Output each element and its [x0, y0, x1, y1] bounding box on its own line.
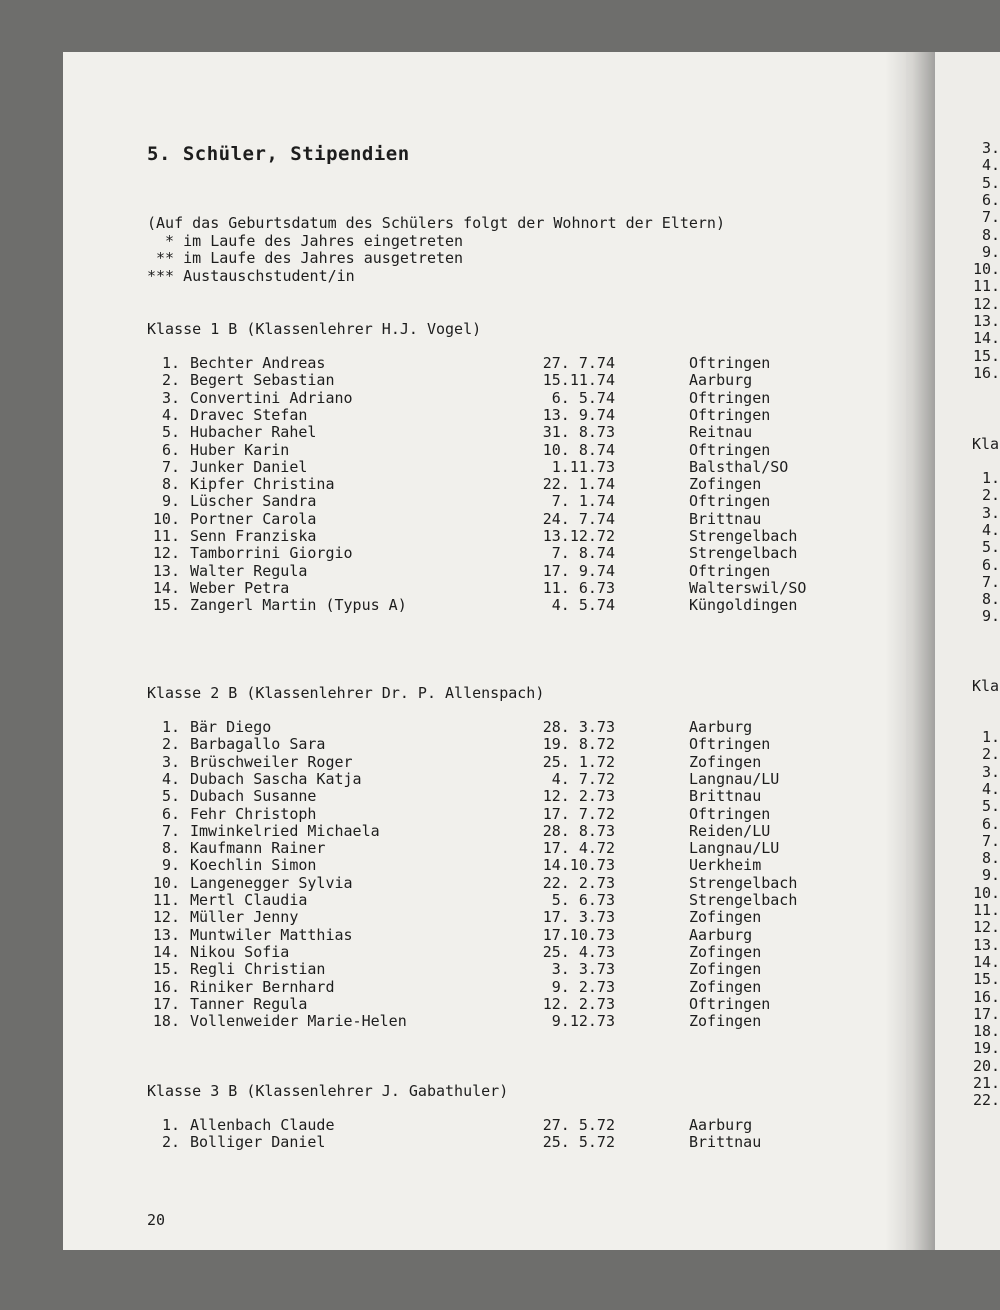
student-row — [0, 476, 906, 493]
right-page-heading: Kla — [972, 677, 1000, 695]
right-page-number: 10. — [973, 884, 1000, 902]
student-row — [0, 840, 906, 857]
birth-date: 17. 4.72 — [542, 839, 615, 857]
right-page-number: 18. — [973, 1022, 1000, 1040]
birth-date: 5. 6.73 — [551, 891, 615, 909]
student-number: 9. — [161, 492, 180, 510]
page-title: 5. Schüler, Stipendien — [147, 143, 410, 165]
student-number: 7. — [161, 458, 180, 476]
residence: Aarburg — [689, 926, 753, 944]
student-number: 10. — [152, 874, 180, 892]
student-name: Tanner Regula — [190, 995, 308, 1013]
birth-date: 11. 6.73 — [542, 579, 615, 597]
student-name: Bolliger Daniel — [190, 1133, 326, 1151]
birth-date: 22. 1.74 — [542, 475, 615, 493]
legend-note: (Auf das Geburtsdatum des Schülers folgt der Wohnort der Eltern) — [147, 214, 725, 232]
residence: Oftringen — [689, 492, 771, 510]
birth-date: 9. 2.73 — [551, 978, 615, 996]
student-row — [0, 1013, 906, 1030]
student-name: Nikou Sofia — [190, 943, 290, 961]
student-name: Tamborrini Giorgio — [190, 544, 353, 562]
birth-date: 12. 2.73 — [542, 995, 615, 1013]
residence: Reiden/LU — [689, 822, 771, 840]
residence: Walterswil/SO — [689, 579, 807, 597]
student-row — [0, 875, 906, 892]
student-number: 16. — [152, 978, 180, 996]
student-number: 11. — [152, 891, 180, 909]
class-heading: Klasse 3 B (Klassenlehrer J. Gabathuler) — [147, 1082, 509, 1100]
student-name: Imwinkelried Michaela — [190, 822, 380, 840]
residence: Oftringen — [689, 406, 771, 424]
student-name: Convertini Adriano — [190, 389, 353, 407]
birth-date: 25. 5.72 — [542, 1133, 615, 1151]
birth-date: 13. 9.74 — [542, 406, 615, 424]
right-page-number: 4. — [982, 156, 1000, 174]
residence: Uerkheim — [689, 856, 762, 874]
right-page-number: 9. — [982, 607, 1000, 625]
right-page-number: 10. — [973, 260, 1000, 278]
student-row — [0, 511, 906, 528]
student-row — [0, 390, 906, 407]
student-number: 9. — [161, 856, 180, 874]
student-name: Mertl Claudia — [190, 891, 308, 909]
residence: Balsthal/SO — [689, 458, 789, 476]
birth-date: 3. 3.73 — [551, 960, 615, 978]
right-page-number: 13. — [973, 936, 1000, 954]
birth-date: 13.12.72 — [542, 527, 615, 545]
student-name: Senn Franziska — [190, 527, 317, 545]
right-page-number: 15. — [973, 970, 1000, 988]
right-page-number: 14. — [973, 953, 1000, 971]
birth-date: 14.10.73 — [542, 856, 615, 874]
right-page-number: 14. — [973, 329, 1000, 347]
right-page-number: 9. — [982, 243, 1000, 261]
student-row — [0, 736, 906, 753]
student-number: 1. — [161, 718, 180, 736]
student-number: 12. — [152, 908, 180, 926]
birth-date: 27. 7.74 — [542, 354, 615, 372]
page-number: 20 — [147, 1211, 166, 1229]
student-name: Begert Sebastian — [190, 371, 335, 389]
student-name: Muntwiler Matthias — [190, 926, 353, 944]
student-number: 4. — [161, 770, 180, 788]
right-page-number: 16. — [973, 988, 1000, 1006]
student-name: Vollenweider Marie-Helen — [190, 1012, 407, 1030]
student-name: Bär Diego — [190, 718, 272, 736]
student-row — [0, 528, 906, 545]
residence: Brittnau — [689, 510, 762, 528]
birth-date: 28. 3.73 — [542, 718, 615, 736]
birth-date: 25. 1.72 — [542, 753, 615, 771]
student-name: Dubach Sascha Katja — [190, 770, 362, 788]
residence: Strengelbach — [689, 891, 798, 909]
student-row — [0, 996, 906, 1013]
student-name: Bechter Andreas — [190, 354, 326, 372]
student-number: 15. — [152, 596, 180, 614]
residence: Brittnau — [689, 1133, 762, 1151]
student-name: Barbagallo Sara — [190, 735, 326, 753]
residence: Zofingen — [689, 1012, 762, 1030]
birth-date: 15.11.74 — [542, 371, 615, 389]
right-page-number: 8. — [982, 226, 1000, 244]
birth-date: 27. 5.72 — [542, 1116, 615, 1134]
right-page-number: 3. — [982, 504, 1000, 522]
student-number: 1. — [161, 1116, 180, 1134]
right-page-number: 6. — [982, 556, 1000, 574]
right-page-number: 9. — [982, 866, 1000, 884]
student-row — [0, 407, 906, 424]
right-page-number: 3. — [982, 763, 1000, 781]
student-number: 7. — [161, 822, 180, 840]
student-row — [0, 927, 906, 944]
student-name: Kipfer Christina — [190, 475, 335, 493]
student-number: 5. — [161, 787, 180, 805]
right-page-number: 12. — [973, 295, 1000, 313]
birth-date: 4. 5.74 — [551, 596, 615, 614]
residence: Zofingen — [689, 475, 762, 493]
student-row — [0, 355, 906, 372]
residence: Oftringen — [689, 354, 771, 372]
class-heading: Klasse 1 B (Klassenlehrer H.J. Vogel) — [147, 320, 482, 338]
student-number: 17. — [152, 995, 180, 1013]
student-name: Portner Carola — [190, 510, 317, 528]
right-page-number: 1. — [982, 469, 1000, 487]
right-page-number: 4. — [982, 780, 1000, 798]
student-number: 11. — [152, 527, 180, 545]
right-page-number: 12. — [973, 918, 1000, 936]
residence: Langnau/LU — [689, 839, 780, 857]
student-number: 6. — [161, 441, 180, 459]
student-name: Weber Petra — [190, 579, 290, 597]
student-row — [0, 459, 906, 476]
right-page-heading: Kla — [972, 435, 1000, 453]
birth-date: 17.10.73 — [542, 926, 615, 944]
residence: Aarburg — [689, 718, 753, 736]
birth-date: 7. 8.74 — [551, 544, 615, 562]
birth-date: 17. 7.72 — [542, 805, 615, 823]
student-row — [0, 823, 906, 840]
student-number: 2. — [161, 735, 180, 753]
residence: Aarburg — [689, 1116, 753, 1134]
student-number: 4. — [161, 406, 180, 424]
student-row — [0, 909, 906, 926]
residence: Aarburg — [689, 371, 753, 389]
student-row — [0, 493, 906, 510]
residence: Zofingen — [689, 908, 762, 926]
student-row — [0, 424, 906, 441]
residence: Langnau/LU — [689, 770, 780, 788]
student-number: 8. — [161, 475, 180, 493]
student-row — [0, 979, 906, 996]
student-number: 12. — [152, 544, 180, 562]
student-number: 14. — [152, 579, 180, 597]
student-number: 15. — [152, 960, 180, 978]
residence: Zofingen — [689, 753, 762, 771]
student-name: Huber Karin — [190, 441, 290, 459]
student-name: Riniker Bernhard — [190, 978, 335, 996]
student-name: Allenbach Claude — [190, 1116, 335, 1134]
student-name: Dubach Susanne — [190, 787, 317, 805]
student-name: Lüscher Sandra — [190, 492, 317, 510]
right-page-number: 5. — [982, 538, 1000, 556]
birth-date: 9.12.73 — [551, 1012, 615, 1030]
right-page-number: 1. — [982, 728, 1000, 746]
student-row — [0, 754, 906, 771]
legend-note: * im Laufe des Jahres eingetreten — [147, 232, 464, 250]
student-name: Hubacher Rahel — [190, 423, 317, 441]
right-page-number: 7. — [982, 573, 1000, 591]
right-page-number: 11. — [973, 901, 1000, 919]
right-page-number: 11. — [973, 277, 1000, 295]
student-number: 3. — [161, 753, 180, 771]
student-name: Walter Regula — [190, 562, 308, 580]
student-name: Zangerl Martin (Typus A) — [190, 596, 407, 614]
residence: Zofingen — [689, 943, 762, 961]
right-page-number: 3. — [982, 139, 1000, 157]
birth-date: 4. 7.72 — [551, 770, 615, 788]
student-row — [0, 944, 906, 961]
student-row — [0, 563, 906, 580]
birth-date: 24. 7.74 — [542, 510, 615, 528]
birth-date: 19. 8.72 — [542, 735, 615, 753]
birth-date: 17. 3.73 — [542, 908, 615, 926]
book-gutter — [885, 52, 935, 1250]
student-name: Dravec Stefan — [190, 406, 308, 424]
student-number: 3. — [161, 389, 180, 407]
right-page-number: 22. — [973, 1091, 1000, 1109]
residence: Oftringen — [689, 735, 771, 753]
birth-date: 17. 9.74 — [542, 562, 615, 580]
legend-note: ** im Laufe des Jahres ausgetreten — [147, 249, 464, 267]
residence: Oftringen — [689, 389, 771, 407]
student-number: 14. — [152, 943, 180, 961]
right-page-number: 2. — [982, 745, 1000, 763]
student-row — [0, 892, 906, 909]
student-row — [0, 442, 906, 459]
class-heading: Klasse 2 B (Klassenlehrer Dr. P. Allenspach) — [147, 684, 545, 702]
student-name: Brüschweiler Roger — [190, 753, 353, 771]
right-page-number: 8. — [982, 590, 1000, 608]
student-number: 2. — [161, 1133, 180, 1151]
birth-date: 28. 8.73 — [542, 822, 615, 840]
residence: Strengelbach — [689, 527, 798, 545]
student-row — [0, 597, 906, 614]
right-page-number: 5. — [982, 174, 1000, 192]
residence: Zofingen — [689, 978, 762, 996]
birth-date: 7. 1.74 — [551, 492, 615, 510]
right-page-number: 7. — [982, 832, 1000, 850]
residence: Zofingen — [689, 960, 762, 978]
residence: Strengelbach — [689, 874, 798, 892]
student-row — [0, 1134, 906, 1151]
student-row — [0, 580, 906, 597]
student-row — [0, 788, 906, 805]
student-name: Fehr Christoph — [190, 805, 317, 823]
student-name: Regli Christian — [190, 960, 326, 978]
right-page-number: 4. — [982, 521, 1000, 539]
student-row — [0, 719, 906, 736]
student-row — [0, 806, 906, 823]
student-row — [0, 771, 906, 788]
right-page-number: 7. — [982, 208, 1000, 226]
student-name: Müller Jenny — [190, 908, 299, 926]
right-page-number: 5. — [982, 797, 1000, 815]
right-page-number: 6. — [982, 815, 1000, 833]
student-row — [0, 961, 906, 978]
residence: Oftringen — [689, 805, 771, 823]
birth-date: 6. 5.74 — [551, 389, 615, 407]
student-row — [0, 857, 906, 874]
birth-date: 10. 8.74 — [542, 441, 615, 459]
residence: Reitnau — [689, 423, 753, 441]
student-number: 10. — [152, 510, 180, 528]
residence: Oftringen — [689, 441, 771, 459]
right-page-number: 16. — [973, 364, 1000, 382]
right-page-number: 13. — [973, 312, 1000, 330]
residence: Brittnau — [689, 787, 762, 805]
student-number: 8. — [161, 839, 180, 857]
student-row — [0, 545, 906, 562]
right-page-number: 2. — [982, 486, 1000, 504]
student-name: Langenegger Sylvia — [190, 874, 353, 892]
student-number: 2. — [161, 371, 180, 389]
birth-date: 31. 8.73 — [542, 423, 615, 441]
birth-date: 1.11.73 — [551, 458, 615, 476]
right-page-number: 19. — [973, 1039, 1000, 1057]
right-page-number: 8. — [982, 849, 1000, 867]
student-row — [0, 372, 906, 389]
birth-date: 22. 2.73 — [542, 874, 615, 892]
student-number: 1. — [161, 354, 180, 372]
student-name: Junker Daniel — [190, 458, 308, 476]
right-page-number: 20. — [973, 1057, 1000, 1075]
student-number: 5. — [161, 423, 180, 441]
right-page-number: 21. — [973, 1074, 1000, 1092]
student-number: 6. — [161, 805, 180, 823]
residence: Strengelbach — [689, 544, 798, 562]
student-number: 13. — [152, 926, 180, 944]
birth-date: 25. 4.73 — [542, 943, 615, 961]
residence: Oftringen — [689, 995, 771, 1013]
student-number: 13. — [152, 562, 180, 580]
student-number: 18. — [152, 1012, 180, 1030]
student-name: Koechlin Simon — [190, 856, 317, 874]
right-page-number: 17. — [973, 1005, 1000, 1023]
student-row — [0, 1117, 906, 1134]
legend-note: *** Austauschstudent/in — [147, 267, 355, 285]
birth-date: 12. 2.73 — [542, 787, 615, 805]
student-name: Kaufmann Rainer — [190, 839, 326, 857]
right-page-number: 15. — [973, 347, 1000, 365]
residence: Küngoldingen — [689, 596, 798, 614]
residence: Oftringen — [689, 562, 771, 580]
right-page-number: 6. — [982, 191, 1000, 209]
